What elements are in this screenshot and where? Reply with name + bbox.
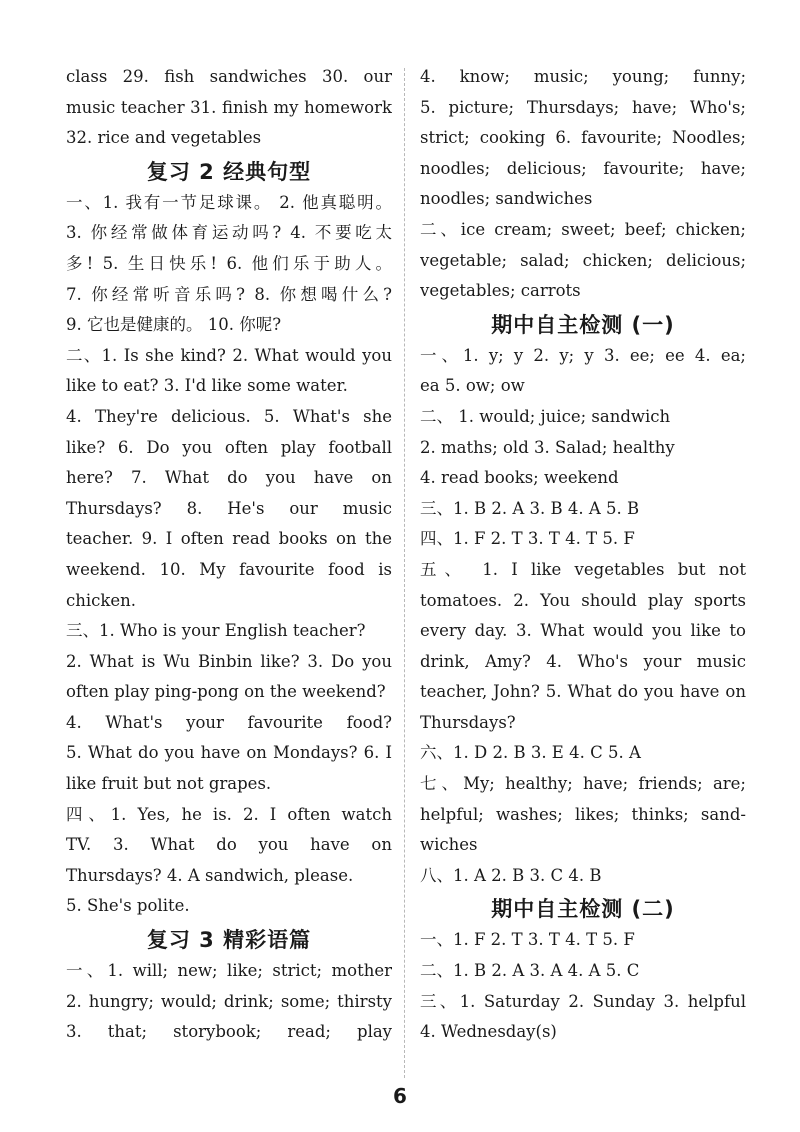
answer-line: 5. picture; Thursdays; have; Who's; xyxy=(420,97,746,117)
answer-line: class 29. fish sandwiches 30. our xyxy=(66,67,392,86)
answer-line: every day. 3. What would you like to xyxy=(420,621,746,641)
answer-line: 4. know; music; young; funny; xyxy=(420,67,746,86)
answer-line: like to eat? 3. I'd like some water. xyxy=(66,376,348,396)
answer-line: 五、 1. I like vegetables but not xyxy=(420,559,746,579)
answer-line: 5. She's polite. xyxy=(66,896,190,916)
answer-line: 二、1. Is she kind? 2. What would you xyxy=(66,345,392,365)
answer-line: 一、1. F 2. T 3. T 4. T 5. F xyxy=(420,930,635,950)
answer-line: here? 7. What do you have on xyxy=(66,468,392,488)
answer-line: 3. that; storybook; read; play xyxy=(66,1022,392,1042)
answer-line: 一、1. 我有一节足球课。 2. 他真聪明。 xyxy=(66,192,392,212)
page-number: 6 xyxy=(393,1084,407,1108)
answer-line: 3. 你经常做体育运动吗? 4. 不要吃太 xyxy=(66,223,392,243)
answer-line: 2. hungry; would; drink; some; thirsty xyxy=(66,991,392,1011)
answer-line: teacher. 9. I often read books on the xyxy=(66,529,392,549)
answer-line: music teacher 31. finish my homework xyxy=(66,97,392,117)
answer-line: 四、1. Yes, he is. 2. I often watch xyxy=(66,804,392,824)
answer-line: 三、1. B 2. A 3. B 4. A 5. B xyxy=(420,498,640,518)
answer-line: 32. rice and vegetables xyxy=(66,128,262,148)
section-heading: 期中自主检测 (二) xyxy=(491,897,675,922)
answer-line: 二、 1. would; juice; sandwich xyxy=(420,406,671,426)
answer-line: 2. What is Wu Binbin like? 3. Do you xyxy=(66,651,392,671)
answer-line: wiches xyxy=(420,835,478,855)
answer-line: 一、1. y; y 2. y; y 3. ee; ee 4. ea; xyxy=(420,345,746,365)
answer-line: tomatoes. 2. You should play sports xyxy=(420,590,746,610)
answer-line: weekend. 10. My favourite food is xyxy=(66,559,392,579)
answer-line: 4. What's your favourite food? xyxy=(66,712,392,732)
section-heading: 复习 3 精彩语篇 xyxy=(146,928,312,953)
answer-line: 二、1. B 2. A 3. A 4. A 5. C xyxy=(420,961,640,981)
answer-line: 9. 它也是健康的。 10. 你呢? xyxy=(66,315,282,335)
answer-line: vegetable; salad; chicken; delicious; xyxy=(420,250,746,270)
answer-line: 7. 你经常听音乐吗? 8. 你想喝什么? xyxy=(66,284,392,304)
answer-line: Thursdays? xyxy=(420,712,516,732)
answer-line: helpful; washes; likes; thinks; sand- xyxy=(420,804,746,824)
answer-line: Thursdays? 4. A sandwich, please. xyxy=(66,865,354,885)
right-column xyxy=(420,62,746,1048)
answer-line: 六、1. D 2. B 3. E 4. C 5. A xyxy=(420,743,641,763)
section-heading: 复习 2 经典句型 xyxy=(146,159,312,184)
answer-line: often play ping-pong on the weekend? xyxy=(66,682,386,702)
answer-line: 四、1. F 2. T 3. T 4. T 5. F xyxy=(420,529,635,549)
answer-line: 多! 5. 生日快乐! 6. 他们乐于助人。 xyxy=(66,253,392,273)
answer-line: 三、1. Who is your English teacher? xyxy=(66,621,366,641)
answer-line: chicken. xyxy=(66,590,137,610)
section-heading: 期中自主检测 (一) xyxy=(491,312,675,337)
answer-line: TV. 3. What do you have on xyxy=(66,835,392,855)
answer-line: 4. Wednesday(s) xyxy=(420,1022,557,1042)
answer-line: 2. maths; old 3. Salad; healthy xyxy=(420,437,675,457)
column-divider xyxy=(404,68,405,1078)
answer-line: Thursdays? 8. He's our music xyxy=(66,498,392,518)
answer-line: like fruit but not grapes. xyxy=(66,774,272,794)
answer-line: 八、1. A 2. B 3. C 4. B xyxy=(420,865,602,885)
answer-line: ea 5. ow; ow xyxy=(420,376,525,396)
answer-line: teacher, John? 5. What do you have on xyxy=(420,682,746,702)
answer-line: 三、1. Saturday 2. Sunday 3. helpful xyxy=(420,991,746,1011)
answer-line: vegetables; carrots xyxy=(420,281,581,301)
answer-line: like? 6. Do you often play football xyxy=(66,437,392,457)
answer-line: strict; cooking 6. favourite; Noodles; xyxy=(420,128,746,148)
answer-line: 4. read books; weekend xyxy=(420,468,619,488)
answer-line: 七、My; healthy; have; friends; are; xyxy=(420,774,746,794)
answer-line: noodles; delicious; favourite; have; xyxy=(420,158,746,178)
answer-line: 一、1. will; new; like; strict; mother xyxy=(66,961,392,981)
answer-line: 5. What do you have on Mondays? 6. I xyxy=(66,743,392,763)
left-column xyxy=(66,62,392,1048)
answer-line: drink, Amy? 4. Who's your music xyxy=(420,651,746,671)
answer-line: noodles; sandwiches xyxy=(420,189,593,209)
answer-line: 4. They're delicious. 5. What's she xyxy=(66,406,392,426)
answer-line: 二、ice cream; sweet; beef; chicken; xyxy=(420,219,746,239)
